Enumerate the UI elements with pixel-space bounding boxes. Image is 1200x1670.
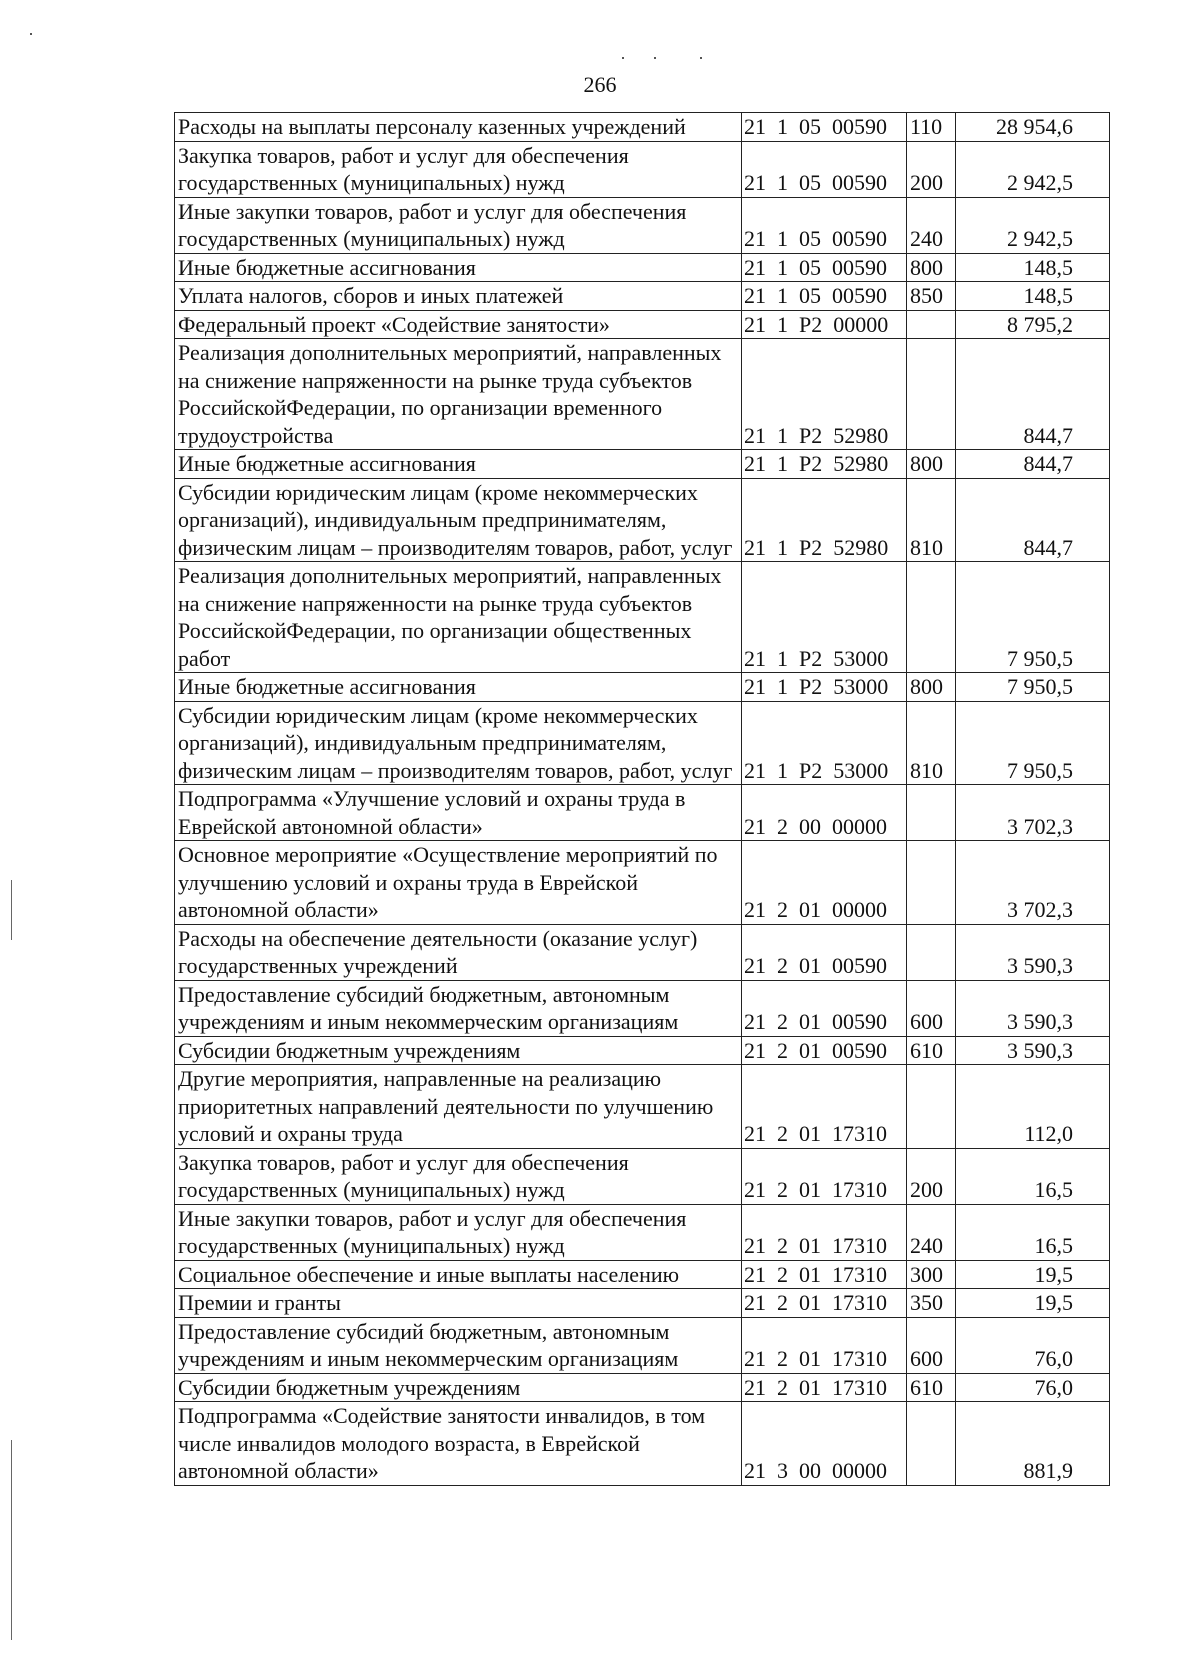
table-row xyxy=(175,1148,1110,1204)
row-type-cell: 600 xyxy=(907,980,956,1036)
table-row xyxy=(175,310,1110,339)
scan-speck xyxy=(30,33,32,35)
row-code-cell: 21 1 Р2 52980 xyxy=(742,478,907,562)
row-code-cell: 21 2 01 17310 xyxy=(742,1065,907,1149)
row-code-cell: 21 1 Р2 52980 xyxy=(742,339,907,450)
table-row xyxy=(175,253,1110,282)
row-type-cell: 800 xyxy=(907,673,956,702)
row-code-cell: 21 2 01 00590 xyxy=(742,980,907,1036)
budget-table xyxy=(174,112,1110,1486)
row-type-cell xyxy=(907,841,956,925)
row-amount-cell: 844,7 xyxy=(956,339,1110,450)
row-code-cell: 21 2 01 17310 xyxy=(742,1204,907,1260)
row-type-cell xyxy=(907,924,956,980)
row-code-cell: 21 2 01 17310 xyxy=(742,1148,907,1204)
table-row xyxy=(175,701,1110,785)
table-row xyxy=(175,673,1110,702)
row-name-cell: Иные бюджетные ассигнования xyxy=(175,450,742,479)
table-row xyxy=(175,450,1110,479)
row-amount-cell: 3 702,3 xyxy=(956,785,1110,841)
table-row xyxy=(175,1317,1110,1373)
row-type-cell: 200 xyxy=(907,1148,956,1204)
row-amount-cell: 19,5 xyxy=(956,1289,1110,1318)
scan-edge-mark xyxy=(11,880,12,940)
row-code-cell: 21 2 01 17310 xyxy=(742,1289,907,1318)
row-name-cell: Субсидии юридическим лицам (кроме некоммерческих организаций), индивидуальным предпринимателям, физическим лицам – производителям товаров, работ, услуг xyxy=(175,701,742,785)
table-row xyxy=(175,1204,1110,1260)
row-name-cell: Иные бюджетные ассигнования xyxy=(175,253,742,282)
row-name-cell: Иные бюджетные ассигнования xyxy=(175,673,742,702)
row-name-cell: Субсидии юридическим лицам (кроме некоммерческих организаций), индивидуальным предпринимателям, физическим лицам – производителям товаров, работ, услуг xyxy=(175,478,742,562)
row-amount-cell: 7 950,5 xyxy=(956,673,1110,702)
row-name-cell: Закупка товаров, работ и услуг для обеспечения государственных (муниципальных) нужд xyxy=(175,141,742,197)
row-type-cell: 600 xyxy=(907,1317,956,1373)
table-row xyxy=(175,924,1110,980)
row-amount-cell: 3 590,3 xyxy=(956,924,1110,980)
page-number: 266 xyxy=(583,72,617,97)
scan-speck xyxy=(654,57,656,59)
table-row xyxy=(175,785,1110,841)
row-code-cell: 21 1 05 00590 xyxy=(742,282,907,311)
table-body xyxy=(175,113,1110,1486)
row-amount-cell: 76,0 xyxy=(956,1317,1110,1373)
row-code-cell: 21 2 01 00590 xyxy=(742,1036,907,1065)
row-amount-cell: 881,9 xyxy=(956,1402,1110,1486)
row-type-cell: 800 xyxy=(907,253,956,282)
row-name-cell: Предоставление субсидий бюджетным, автономным учреждениям и иным некоммерческим организациям xyxy=(175,980,742,1036)
row-name-cell: Подпрограмма «Улучшение условий и охраны труда в Еврейской автономной области» xyxy=(175,785,742,841)
row-amount-cell: 148,5 xyxy=(956,282,1110,311)
row-type-cell xyxy=(907,1065,956,1149)
row-type-cell: 300 xyxy=(907,1260,956,1289)
row-name-cell: Другие мероприятия, направленные на реализацию приоритетных направлений деятельности по улучшению условий и охраны труда xyxy=(175,1065,742,1149)
table-row xyxy=(175,980,1110,1036)
row-type-cell: 610 xyxy=(907,1036,956,1065)
row-name-cell: Реализация дополнительных мероприятий, направленных на снижение напряженности на рынке труда субъектов РоссийскойФедерации, по организации временного трудоустройства xyxy=(175,339,742,450)
scan-speck xyxy=(700,57,702,59)
table-row xyxy=(175,562,1110,673)
row-code-cell: 21 2 01 17310 xyxy=(742,1260,907,1289)
row-code-cell: 21 1 05 00590 xyxy=(742,197,907,253)
table-row xyxy=(175,197,1110,253)
row-code-cell: 21 1 Р2 52980 xyxy=(742,450,907,479)
row-name-cell: Социальное обеспечение и иные выплаты населению xyxy=(175,1260,742,1289)
row-amount-cell: 76,0 xyxy=(956,1373,1110,1402)
row-code-cell: 21 1 Р2 53000 xyxy=(742,562,907,673)
table-row xyxy=(175,113,1110,142)
row-code-cell: 21 1 Р2 53000 xyxy=(742,701,907,785)
row-name-cell: Расходы на обеспечение деятельности (оказание услуг) государственных учреждений xyxy=(175,924,742,980)
table-row xyxy=(175,478,1110,562)
row-type-cell: 200 xyxy=(907,141,956,197)
row-code-cell: 21 1 05 00590 xyxy=(742,253,907,282)
row-name-cell: Иные закупки товаров, работ и услуг для обеспечения государственных (муниципальных) нужд xyxy=(175,1204,742,1260)
row-amount-cell: 3 590,3 xyxy=(956,980,1110,1036)
scan-speck xyxy=(622,57,624,59)
row-amount-cell: 7 950,5 xyxy=(956,562,1110,673)
row-amount-cell: 3 590,3 xyxy=(956,1036,1110,1065)
row-code-cell: 21 2 01 00000 xyxy=(742,841,907,925)
row-amount-cell: 844,7 xyxy=(956,450,1110,479)
row-name-cell: Уплата налогов, сборов и иных платежей xyxy=(175,282,742,311)
row-amount-cell: 16,5 xyxy=(956,1204,1110,1260)
row-amount-cell: 16,5 xyxy=(956,1148,1110,1204)
row-code-cell: 21 1 05 00590 xyxy=(742,141,907,197)
row-type-cell xyxy=(907,339,956,450)
table-row xyxy=(175,1373,1110,1402)
row-code-cell: 21 2 00 00000 xyxy=(742,785,907,841)
row-type-cell: 110 xyxy=(907,113,956,142)
row-amount-cell: 148,5 xyxy=(956,253,1110,282)
row-amount-cell: 19,5 xyxy=(956,1260,1110,1289)
table-row xyxy=(175,841,1110,925)
row-name-cell: Закупка товаров, работ и услуг для обеспечения государственных (муниципальных) нужд xyxy=(175,1148,742,1204)
table-row xyxy=(175,282,1110,311)
table-row xyxy=(175,1289,1110,1318)
row-amount-cell: 112,0 xyxy=(956,1065,1110,1149)
row-name-cell: Расходы на выплаты персоналу казенных учреждений xyxy=(175,113,742,142)
row-code-cell: 21 1 05 00590 xyxy=(742,113,907,142)
row-type-cell: 350 xyxy=(907,1289,956,1318)
row-amount-cell: 8 795,2 xyxy=(956,310,1110,339)
row-name-cell: Субсидии бюджетным учреждениям xyxy=(175,1036,742,1065)
row-type-cell: 800 xyxy=(907,450,956,479)
row-amount-cell: 7 950,5 xyxy=(956,701,1110,785)
row-name-cell: Федеральный проект «Содействие занятости» xyxy=(175,310,742,339)
table-row xyxy=(175,1260,1110,1289)
row-code-cell: 21 2 01 17310 xyxy=(742,1373,907,1402)
row-type-cell: 810 xyxy=(907,701,956,785)
row-type-cell xyxy=(907,785,956,841)
row-type-cell: 810 xyxy=(907,478,956,562)
row-type-cell: 240 xyxy=(907,197,956,253)
table-row xyxy=(175,141,1110,197)
row-type-cell xyxy=(907,310,956,339)
row-amount-cell: 3 702,3 xyxy=(956,841,1110,925)
row-type-cell: 850 xyxy=(907,282,956,311)
row-type-cell: 240 xyxy=(907,1204,956,1260)
row-name-cell: Основное мероприятие «Осуществление мероприятий по улучшению условий и охраны труда в Еврейской автономной области» xyxy=(175,841,742,925)
table-row xyxy=(175,339,1110,450)
row-amount-cell: 2 942,5 xyxy=(956,197,1110,253)
table-row xyxy=(175,1036,1110,1065)
row-code-cell: 21 3 00 00000 xyxy=(742,1402,907,1486)
table-row xyxy=(175,1065,1110,1149)
row-type-cell xyxy=(907,562,956,673)
row-name-cell: Подпрограмма «Содействие занятости инвалидов, в том числе инвалидов молодого возраста, в Еврейской автономной области» xyxy=(175,1402,742,1486)
row-type-cell xyxy=(907,1402,956,1486)
row-name-cell: Реализация дополнительных мероприятий, направленных на снижение напряженности на рынке труда субъектов РоссийскойФедерации, по организации общественных работ xyxy=(175,562,742,673)
scan-edge-mark xyxy=(11,1440,12,1640)
row-name-cell: Субсидии бюджетным учреждениям xyxy=(175,1373,742,1402)
row-amount-cell: 28 954,6 xyxy=(956,113,1110,142)
row-code-cell: 21 1 Р2 00000 xyxy=(742,310,907,339)
row-code-cell: 21 2 01 17310 xyxy=(742,1317,907,1373)
table-row xyxy=(175,1402,1110,1486)
row-amount-cell: 844,7 xyxy=(956,478,1110,562)
row-code-cell: 21 1 Р2 53000 xyxy=(742,673,907,702)
row-type-cell: 610 xyxy=(907,1373,956,1402)
row-code-cell: 21 2 01 00590 xyxy=(742,924,907,980)
row-amount-cell: 2 942,5 xyxy=(956,141,1110,197)
row-name-cell: Предоставление субсидий бюджетным, автономным учреждениям и иным некоммерческим организациям xyxy=(175,1317,742,1373)
row-name-cell: Иные закупки товаров, работ и услуг для обеспечения государственных (муниципальных) нужд xyxy=(175,197,742,253)
row-name-cell: Премии и гранты xyxy=(175,1289,742,1318)
